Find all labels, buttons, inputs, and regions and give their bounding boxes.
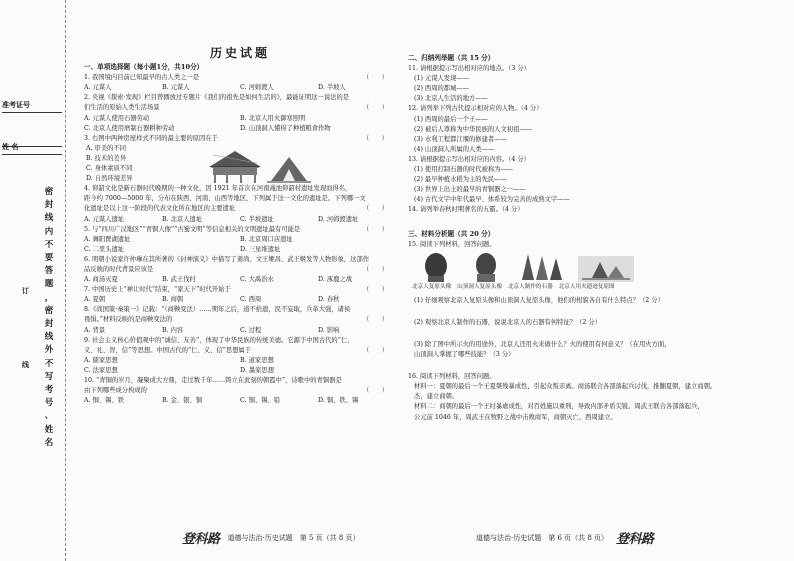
- seal-char: 不: [44, 358, 54, 369]
- option-row: [84, 396, 396, 406]
- option: C. 过程: [240, 326, 262, 334]
- option-row: [84, 215, 396, 225]
- answer-bracket: （ ）: [362, 74, 388, 82]
- answer-space: [408, 306, 778, 318]
- option: D. 铜、铁、锡: [318, 397, 359, 405]
- question-stem: [84, 204, 396, 214]
- answer-space: [408, 328, 778, 340]
- page-number: 道德与法治·历史试题 第 6 页（共 8 页）: [476, 533, 609, 542]
- answer-bracket: （ ）: [362, 104, 388, 112]
- question-stem: [84, 376, 396, 386]
- question-stem: [84, 225, 396, 235]
- question-text: 畏惧。”材料反映的是商鞅变法的: [84, 316, 173, 324]
- answer-item: (2) 最早种植水稻为主的先民——: [414, 176, 507, 184]
- option: B. 元谋人: [162, 84, 190, 92]
- option: A. 儒家思想: [84, 356, 118, 364]
- seal-char: 不: [44, 239, 54, 250]
- fold-mark: 订: [22, 286, 29, 295]
- option: D. 半坡人: [318, 84, 346, 92]
- question-text: 6. 明朝小说家许仲琳在其所著的《封神演义》中描写了姜尚、文王姬昌、武王姬发等人物形象，这部作: [84, 255, 370, 263]
- artifact-caption: 北京人用火遗迹复原图: [558, 283, 615, 290]
- answer-bracket: （ ）: [362, 346, 388, 354]
- answer-bracket: （ ）: [362, 387, 388, 395]
- option: A. 背景: [84, 326, 106, 334]
- question-stem: [84, 93, 396, 103]
- question-text: 2. 央视《探索·发现》栏目曾播放过专题片《我们的祖先是如何生活的》，最能证明这一说法的是: [84, 94, 350, 102]
- option: B. 北京人用火御寒照明: [240, 114, 306, 122]
- answer-item: (4) 山顶洞人所属的人类——: [414, 145, 495, 153]
- option: B. 武王伐纣: [162, 276, 196, 284]
- answer-item: (4) 古代文字中年代最早、体系较为完善的成熟文字——: [414, 196, 570, 204]
- option: A. 商汤灭夏: [84, 276, 118, 284]
- option: C. 法家思想: [84, 366, 118, 374]
- option: C. 大禹治水: [240, 276, 274, 284]
- question-stem: [84, 184, 396, 194]
- question-stem: 16. 阅读下列材料，回答问题。: [408, 373, 496, 381]
- answer-bracket: （ ）: [362, 316, 388, 324]
- question-items: [408, 296, 778, 360]
- option-row: [84, 326, 396, 336]
- seal-char: 封: [44, 319, 54, 330]
- question-item: 山顶洞人掌握了哪些技能？（3 分）: [414, 351, 515, 359]
- seal-char: 写: [44, 371, 54, 382]
- question-item: (3) 除了图中所示火的用途外，北京人还用火来做什么？火的使用有何意义？（在用火方面，: [414, 340, 671, 348]
- question-text: 3. 右图中两种房屋样式不同的最主要的原因在于: [84, 134, 218, 142]
- artifact-caption: 山顶洞人复原头像: [457, 283, 502, 290]
- option: C. 铜、锡、铅: [240, 397, 281, 405]
- option: A. 铜、锡、铁: [84, 397, 125, 405]
- question-stem: [84, 386, 396, 396]
- option-row: [84, 124, 396, 134]
- option: B. 内容: [162, 326, 184, 334]
- question-text: 化遗址是以上这一阶段的代表文化所在地区的主要遗址: [84, 205, 236, 213]
- name-box: [2, 142, 62, 155]
- question-list: [408, 64, 778, 215]
- option: D. 河姆渡遗址: [318, 215, 359, 223]
- artifact-caption: 北京人复原头像: [412, 283, 452, 290]
- question-text: 品反映的时代背景应该是: [84, 265, 154, 273]
- question-stem: [84, 315, 396, 325]
- material-text: 公元前 1046 年，周武王在牧野之战中击败商军，商朝灭亡，西周建立。: [414, 413, 617, 421]
- page-title: 历史试题: [209, 46, 270, 60]
- artifact-images: [408, 252, 778, 282]
- option: B. 技术的差异: [86, 154, 127, 162]
- left-column: [84, 40, 396, 406]
- question-item: (2) 观察北京人制作的石器，说说北京人的石器有何特征？（2 分）: [414, 318, 601, 326]
- seal-char: 外: [44, 345, 54, 356]
- option: A. 舞阳贾湖遗址: [84, 235, 131, 243]
- option-row: [84, 295, 396, 305]
- question-stem: [84, 285, 396, 295]
- option: D. 自然环境差异: [86, 175, 133, 183]
- house-styles-illustration: [205, 147, 315, 185]
- artifact-captions: [408, 282, 778, 292]
- question-text: 8.《战国策·秦策一》记载：“（商鞅变法）……期年之后，道不拾遗，民不妄取，兵革大强，诸侯: [84, 306, 351, 314]
- seal-char: ，: [44, 292, 54, 303]
- option: D. 山顶洞人懂得了种植粮食作物: [240, 124, 331, 132]
- answer-bracket: （ ）: [362, 205, 388, 213]
- question-stem: 11. 请根据提示写出相对应的地点。（3 分）: [408, 65, 530, 73]
- option: A. 夏朝: [84, 296, 106, 304]
- question-stem: 13. 请根据提示写出相对应的内容。（4 分）: [408, 155, 530, 163]
- seal-char: 线: [44, 213, 54, 224]
- answer-bracket: （ ）: [362, 265, 388, 273]
- seal-char: 要: [44, 253, 54, 264]
- option: D. 影响: [318, 326, 340, 334]
- option: B. 北京人遗址: [162, 215, 203, 223]
- question-stem: [84, 255, 396, 265]
- answer-item: (1) 元谋人发现——: [414, 75, 469, 83]
- option-row: [84, 114, 396, 124]
- question-stem: [84, 265, 396, 275]
- question-stem: [84, 305, 396, 315]
- option: B. 北京周口店遗址: [240, 235, 293, 243]
- question-stem: [84, 336, 396, 346]
- right-column: [408, 52, 778, 423]
- question-text: 由下列哪些成分构成的: [84, 387, 147, 395]
- option: D. 三星堆遗址: [240, 245, 281, 253]
- fold-mark: 线: [22, 360, 29, 369]
- question-stem: 15. 阅读下列材料，回答问题。: [408, 240, 496, 248]
- question-stem: [84, 194, 396, 204]
- publisher-logo: 登科路: [616, 532, 654, 547]
- material-text: 材料一：夏朝的最后一个王夏桀残暴成性，引起众叛亲离。商汤联合各部落起兵讨伐，推翻夏朝，建立商朝。: [414, 383, 717, 391]
- option-row: [84, 245, 396, 255]
- option: A. 元谋人使用石器劳动: [84, 114, 150, 122]
- publisher-logo: 登科路: [182, 532, 220, 547]
- question-text: 1. 我国境内目前已知最早的古人类之一是: [84, 74, 200, 82]
- seal-char: 题: [44, 279, 54, 290]
- right-footer: [476, 528, 654, 547]
- option: B. 商朝: [162, 296, 184, 304]
- answer-bracket: （ ）: [362, 134, 388, 142]
- option: D. 春秋: [318, 296, 340, 304]
- material-text: 杰，建立商朝。: [414, 393, 459, 401]
- option: C. 北京人使用磨制石器耕种劳动: [84, 124, 175, 132]
- peking-man-head-icon: [418, 252, 454, 282]
- binding-strip: [0, 0, 66, 561]
- answer-item: (3) 北京人生活的地方——: [414, 95, 488, 103]
- seal-char: 、: [44, 411, 54, 422]
- question-stem: [84, 134, 396, 144]
- page-number: 道德与法治·历史试题 第 5 页（共 8 页）: [227, 533, 360, 542]
- question-list: [84, 73, 396, 406]
- answer-item: (3) 水利工程都江堰的修建者——: [414, 135, 507, 143]
- option: A. 审美的不同: [86, 144, 127, 152]
- answer-item: (3) 世界上出土的最早的青铜器之一——: [414, 186, 526, 194]
- section-heading: 三、材料分析题（共 20 分）: [408, 229, 495, 238]
- option-row: [84, 275, 396, 285]
- seal-warning: [42, 186, 56, 450]
- material-text: 材料二：商朝的最后一个王纣暴虐成性，对百姓施以重刑，导致内部矛盾尖锐。周武王联合各部落起兵，: [414, 403, 704, 411]
- option: C. 河姆渡人: [240, 84, 274, 92]
- option: C. 半坡遗址: [240, 215, 274, 223]
- option: C. 西周: [240, 296, 262, 304]
- question-item: (1) 仔细观察北京人复原头像和山顶洞人复原头像，他们的相貌各自有什么特点？（2 分）: [414, 296, 664, 304]
- option-row: [84, 356, 396, 366]
- answer-item: (1) 使用打制石器的时代被称为——: [414, 166, 514, 174]
- question-stem: 12. 请列举下列古代提示相对应的人物。（4 分）: [408, 105, 543, 113]
- option: B. 金、银、铜: [162, 397, 203, 405]
- exam-id-label: 准考证号: [2, 100, 62, 113]
- question-text: 义、礼、智、信”等思想。中国古代的“仁、义、信”思想属于: [84, 346, 252, 354]
- seal-char: 考: [44, 385, 54, 396]
- question-stem: 14. 请列举春秋时期著名的五霸。（4 分）: [408, 206, 524, 214]
- seal-char: 线: [44, 332, 54, 343]
- question-text: 10. “青铜的岁月，凝聚成大方鼎，走过数千年……铸立在此刻的朝霞中”，诗歌中的青铜器是: [84, 377, 342, 384]
- answer-item: (1) 西周的最后一个王——: [414, 115, 488, 123]
- section-heading: 二、归纳列举题（共 15 分）: [408, 54, 495, 62]
- question-text: 5. 与“四川广汉地区”“青铜人像”“古蜀文明”等信息相关的文明遗址最有可能是: [84, 225, 301, 233]
- answer-bracket: （ ）: [362, 225, 388, 233]
- seal-char: 密: [44, 187, 54, 197]
- exam-id-box: [2, 100, 62, 147]
- option: D. 涿鹿之战: [318, 276, 353, 284]
- option: A. 元谋人遗址: [84, 215, 125, 223]
- question-stem: [84, 103, 396, 113]
- seal-char: 封: [44, 200, 54, 211]
- option: C. 身体素质不同: [86, 165, 133, 173]
- seal-char: 名: [44, 437, 54, 448]
- left-footer: [182, 528, 360, 547]
- question-stem: [84, 346, 396, 356]
- stilt-house-icon: [209, 151, 261, 183]
- option: A. 元谋人: [84, 84, 112, 92]
- seal-char: 答: [44, 266, 54, 277]
- option: C. 二里头遗址: [84, 245, 125, 253]
- question-text: 4. 仰韶文化是新石器时代晚期的一种文化，因 1921 年首次在河南渑池仰韶村遗址发现而得名，: [84, 185, 352, 193]
- seal-char: 密: [44, 305, 54, 316]
- option: D. 墨家思想: [240, 366, 275, 374]
- question-stem: [84, 73, 396, 83]
- option-row: [84, 83, 396, 93]
- section-heading: 一、单项选择题（每小题1分，共10分）: [84, 63, 204, 72]
- name-label: 姓 名: [2, 142, 62, 155]
- upper-cave-man-head-icon: [468, 252, 504, 282]
- seal-char: 姓: [44, 424, 54, 435]
- question-text: 9. 社会主义核心价值观中的“诚信、友善”，体现了中华民族的传统美德。它源于中国古代的“仁、: [84, 336, 354, 344]
- seal-char: 内: [44, 226, 54, 237]
- artifact-caption: 北京人制作的石器: [507, 283, 553, 290]
- question-text: 7. 中国历史上“禅让时代”结束，“家天下”时代开始于: [84, 286, 231, 294]
- option: B. 道家思想: [240, 356, 274, 364]
- answer-bracket: （ ）: [362, 286, 388, 294]
- answer-item: (2) 西周的都城——: [414, 85, 469, 93]
- question-text: 们生活的原始人类生活场景: [84, 104, 160, 112]
- fire-site-icon: [578, 252, 634, 282]
- option-row: [84, 235, 396, 245]
- question-text: 距今约 7000—5000 年，分布在陕西、河南、山西等地区，下列属于这一文化的遗址是。下列哪一文: [84, 195, 366, 203]
- seal-char: 号: [44, 398, 54, 409]
- semi-pit-house-icon: [267, 157, 311, 182]
- answer-item: (2) 被后人尊称为中华民族的人文初祖——: [414, 125, 532, 133]
- stone-tools-icon: [518, 252, 564, 282]
- option-row: [84, 366, 396, 376]
